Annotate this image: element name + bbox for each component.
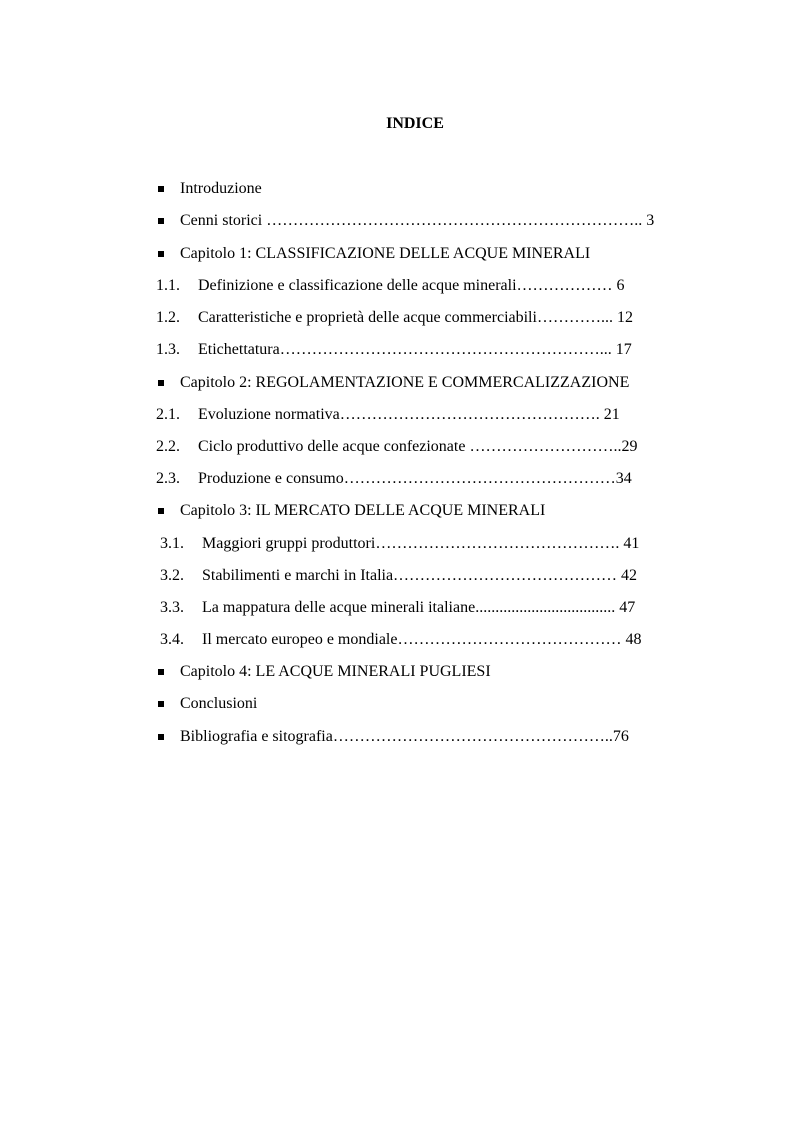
toc-entry-text: Stabilimenti e marchi in Italia…………………………………… 42 <box>202 567 638 584</box>
toc-entry-text: Ciclo produttivo delle acque confezionate ………………………..29 <box>198 438 638 455</box>
toc-entry-number: 1.1. <box>156 277 180 294</box>
toc-entry-number: 1.3. <box>156 341 180 358</box>
square-bullet-icon <box>158 218 164 224</box>
square-bullet-icon <box>158 186 164 192</box>
square-bullet-icon <box>158 669 164 675</box>
toc-entry-text: Capitolo 2: REGOLAMENTAZIONE E COMMERCALIZZAZIONE <box>180 374 630 391</box>
square-bullet-icon <box>158 508 164 514</box>
toc-entry-number: 3.4. <box>160 631 184 648</box>
toc-entry-text: Maggiori gruppi produttori………………………………………. 41 <box>202 535 640 552</box>
toc-entry-text: Etichettatura……………………………………………………... 17 <box>198 341 632 358</box>
toc-entry-number: 3.1. <box>160 535 184 552</box>
toc-entry-number: 3.3. <box>160 599 184 616</box>
toc-entry-text: Conclusioni <box>180 695 258 712</box>
toc-entry-text: Capitolo 3: IL MERCATO DELLE ACQUE MINERALI <box>180 502 546 519</box>
square-bullet-icon <box>158 701 164 707</box>
toc-entry-text: Caratteristiche e proprietà delle acque commerciabili…………... 12 <box>198 309 633 326</box>
square-bullet-icon <box>158 734 164 740</box>
toc-entry-text: Bibliografia e sitografia……………………………………………..76 <box>180 728 629 745</box>
toc-entry-text: Il mercato europeo e mondiale…………………………………… 48 <box>202 631 642 648</box>
toc-entry-text: La mappatura delle acque minerali italiane................................... 47 <box>202 599 636 616</box>
square-bullet-icon <box>158 380 164 386</box>
toc-entry-text: Produzione e consumo……………………………………………34 <box>198 470 632 487</box>
toc-entry-text: Cenni storici …………………………………………………………….. 3 <box>180 212 655 229</box>
square-bullet-icon <box>158 251 164 257</box>
toc-entry-text: Introduzione <box>180 180 262 197</box>
toc-entry-number: 1.2. <box>156 309 180 326</box>
toc-entry-number: 3.2. <box>160 567 184 584</box>
toc-entry-number: 2.3. <box>156 470 180 487</box>
toc-entry-text: Capitolo 4: LE ACQUE MINERALI PUGLIESI <box>180 663 491 680</box>
toc-entry-text: Capitolo 1: CLASSIFICAZIONE DELLE ACQUE MINERALI <box>180 245 591 262</box>
toc-entry-text: Definizione e classificazione delle acque minerali……………… 6 <box>198 277 625 294</box>
toc-entry-text: Evoluzione normativa…………………………………………. 21 <box>198 406 620 423</box>
toc-entry-number: 2.2. <box>156 438 180 455</box>
page-title: INDICE <box>386 115 444 132</box>
toc-entry-number: 2.1. <box>156 406 180 423</box>
